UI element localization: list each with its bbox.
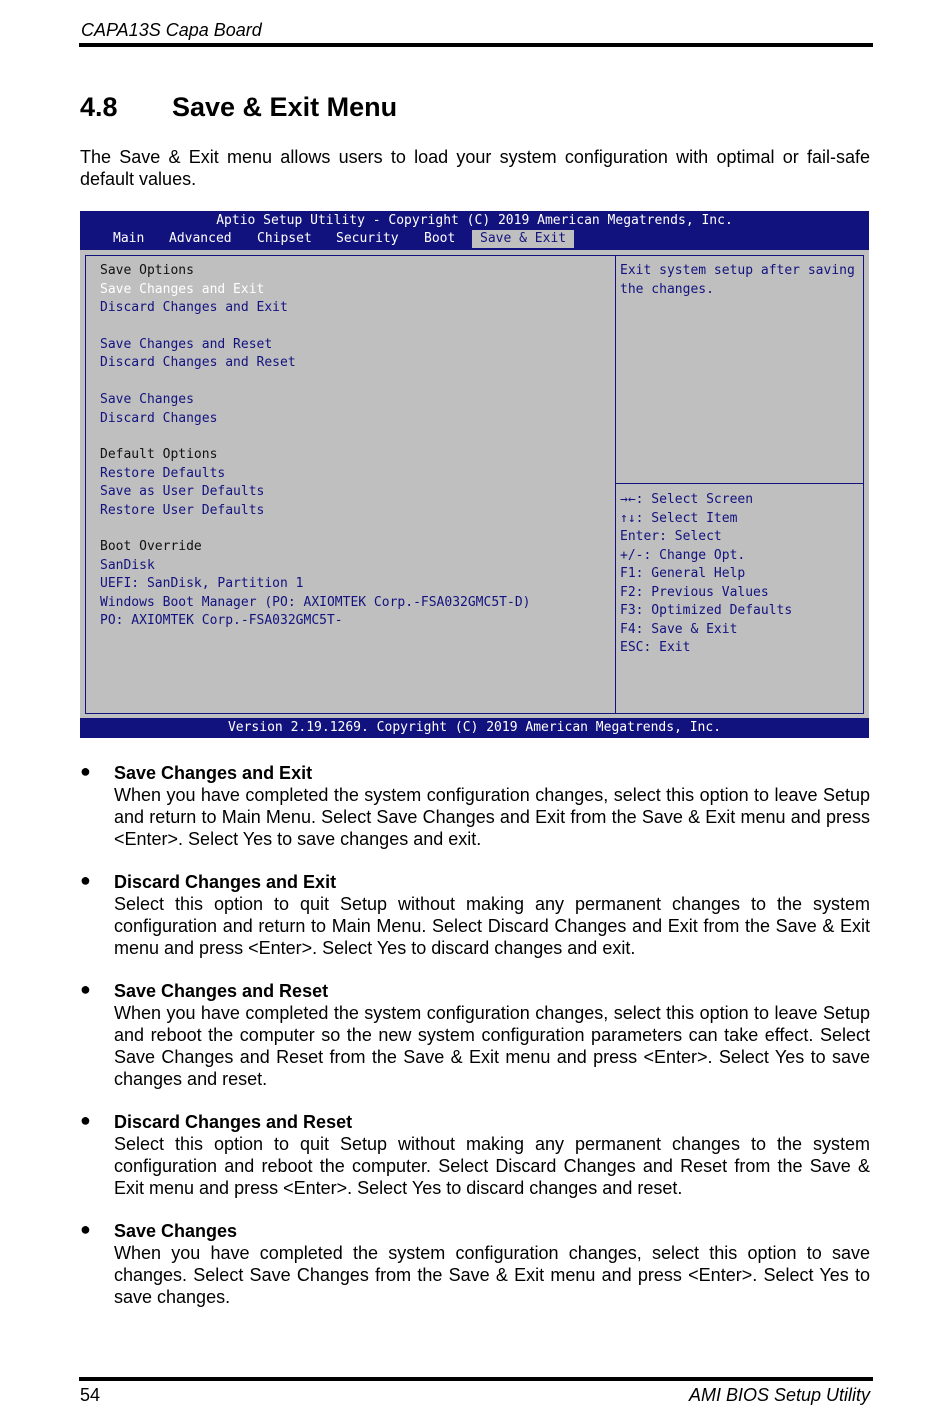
bios-tab-chipset[interactable]: Chipset xyxy=(257,231,312,246)
bios-version-bar: Version 2.19.1269. Copyright (C) 2019 American Megatrends, Inc. xyxy=(80,718,869,738)
header-rule xyxy=(79,43,873,47)
bios-group-save-options: Save Options xyxy=(100,263,194,278)
list-item xyxy=(80,871,870,959)
bios-item-boot-sandisk[interactable]: SanDisk xyxy=(100,558,155,573)
bios-help-line: Exit system setup after saving xyxy=(620,263,855,278)
list-item xyxy=(80,980,870,1090)
bios-item-save-changes[interactable]: Save Changes xyxy=(100,392,194,407)
bios-key-select-item: ↑↓: Select Item xyxy=(620,511,738,526)
item-body: When you have completed the system configuration changes, select this option to save changes. Select Save Changes from the Save & Exit menu and press <Enter>. Select Yes to save changes. xyxy=(114,1243,870,1307)
bios-title: Aptio Setup Utility - Copyright (C) 2019 American Megatrends, Inc. xyxy=(216,213,733,228)
page-number: 54 xyxy=(80,1385,101,1405)
bios-item-discard-changes-and-exit[interactable]: Discard Changes and Exit xyxy=(100,300,288,315)
bios-group-default-options: Default Options xyxy=(100,447,218,462)
item-body: When you have completed the system configuration changes, select this option to leave Setup and reboot the computer so the new system configuration parameters can take effect. Select Save Changes and Reset from the Save & Exit menu and press <Enter>. Select Yes to save changes and reset. xyxy=(114,1003,870,1089)
item-title: Save Changes xyxy=(114,1221,238,1241)
section-title: Save & Exit Menu xyxy=(172,92,398,122)
bios-key-change-opt: +/-: Change Opt. xyxy=(620,548,746,563)
bullet-icon: ● xyxy=(80,1219,91,1239)
bios-tab-main[interactable]: Main xyxy=(113,231,145,246)
footer-rule xyxy=(79,1377,873,1381)
bios-key-select-screen: →←: Select Screen xyxy=(620,492,754,507)
bios-tab-advanced[interactable]: Advanced xyxy=(169,231,232,246)
bios-item-save-user-defaults[interactable]: Save as User Defaults xyxy=(100,484,265,499)
item-title: Save Changes and Exit xyxy=(114,763,313,783)
running-header: CAPA13S Capa Board xyxy=(81,20,262,40)
bios-key-enter: Enter: Select xyxy=(620,529,722,544)
bullet-icon: ● xyxy=(80,870,91,890)
bios-group-boot-override: Boot Override xyxy=(100,539,202,554)
bios-item-discard-changes[interactable]: Discard Changes xyxy=(100,411,218,426)
bios-tab-security[interactable]: Security xyxy=(336,231,399,246)
bios-help-divider xyxy=(615,483,864,484)
bios-item-restore-user-defaults[interactable]: Restore User Defaults xyxy=(100,503,265,518)
bios-item-boot-po-axiomtek[interactable]: PO: AXIOMTEK Corp.-FSA032GMC5T- xyxy=(100,613,343,628)
item-body: Select this option to quit Setup without making any permanent changes to the system configuration and return to Main Menu. Select Discard Changes and Exit from the Save & Exit menu and press <Enter>. Select Yes to discard changes and exit. xyxy=(114,894,870,958)
item-title: Save Changes and Reset xyxy=(114,981,329,1001)
item-body: Select this option to quit Setup without making any permanent changes to the system configuration and reboot the computer. Select Discard Changes and Reset from the Save & Exit menu and press <Enter>. Select Yes to discard changes and reset. xyxy=(114,1134,870,1198)
bios-help-line: the changes. xyxy=(620,282,714,297)
bios-key-esc: ESC: Exit xyxy=(620,640,691,655)
bullet-icon: ● xyxy=(80,1110,91,1130)
list-item xyxy=(80,1111,870,1199)
item-body: When you have completed the system configuration changes, select this option to leave Setup and return to Main Menu. Select Save Changes and Exit from the Save & Exit menu and press <Enter>. Select Yes to save changes and exit. xyxy=(114,785,870,849)
list-item xyxy=(80,762,870,850)
bios-title-bar xyxy=(80,211,869,250)
bios-tab-boot[interactable]: Boot xyxy=(424,231,456,246)
bios-item-save-changes-and-exit[interactable]: Save Changes and Exit xyxy=(100,282,265,297)
bullet-icon: ● xyxy=(80,761,91,781)
bios-screenshot xyxy=(80,211,869,738)
bios-item-boot-windows-manager[interactable]: Windows Boot Manager (PO: AXIOMTEK Corp.-FSA032GMC5T-D) xyxy=(100,595,531,610)
bios-key-f4: F4: Save & Exit xyxy=(620,622,738,637)
bios-key-f3: F3: Optimized Defaults xyxy=(620,603,793,618)
item-title: Discard Changes and Reset xyxy=(114,1112,353,1132)
bios-item-save-changes-and-reset[interactable]: Save Changes and Reset xyxy=(100,337,273,352)
bios-tab-save-exit[interactable]: Save & Exit xyxy=(472,230,574,248)
bios-item-boot-uefi-sandisk[interactable]: UEFI: SanDisk, Partition 1 xyxy=(100,576,304,591)
running-footer: AMI BIOS Setup Utility xyxy=(688,1385,870,1405)
bullet-icon: ● xyxy=(80,979,91,999)
bios-key-f1: F1: General Help xyxy=(620,566,746,581)
bios-item-restore-defaults[interactable]: Restore Defaults xyxy=(100,466,226,481)
list-item xyxy=(80,1220,870,1308)
section-intro: The Save & Exit menu allows users to load your system configuration with optimal or fail-safe default values. xyxy=(80,147,870,189)
section-number: 4.8 xyxy=(80,92,118,122)
item-title: Discard Changes and Exit xyxy=(114,872,337,892)
bios-item-discard-changes-and-reset[interactable]: Discard Changes and Reset xyxy=(100,355,296,370)
bios-key-f2: F2: Previous Values xyxy=(620,585,769,600)
